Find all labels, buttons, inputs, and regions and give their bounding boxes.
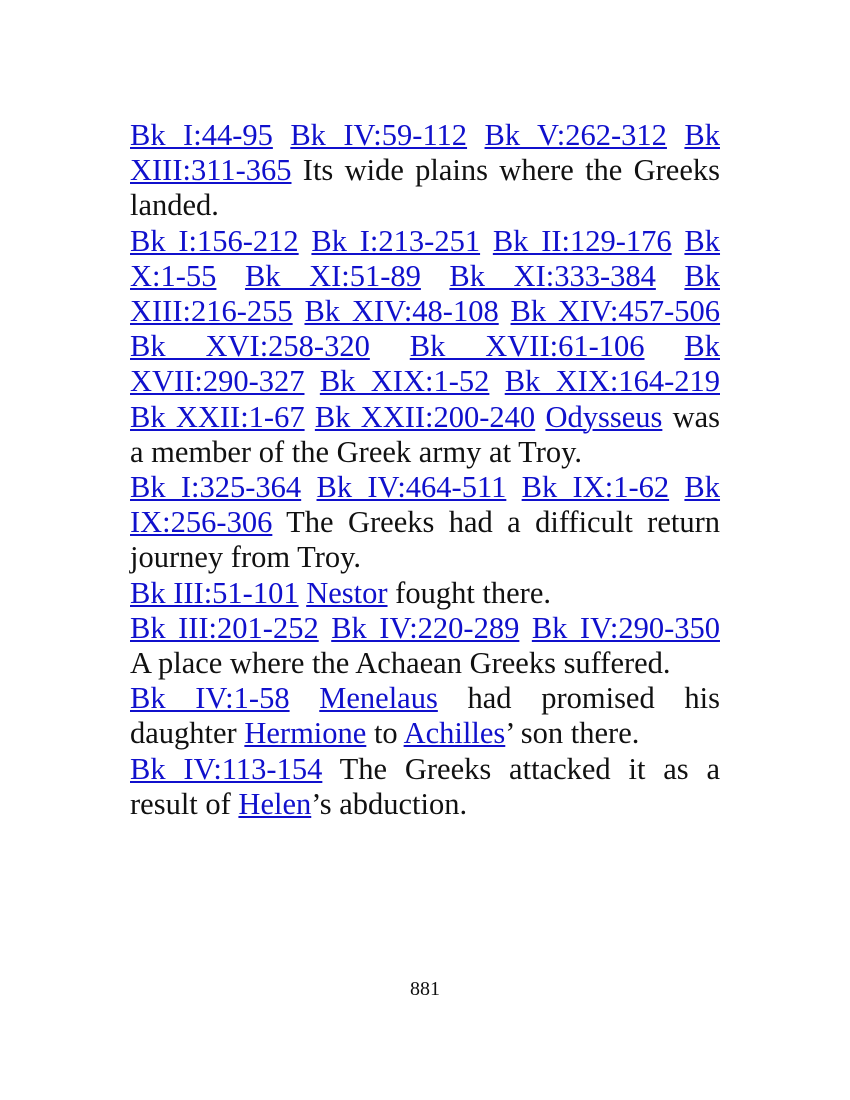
entry-text: ’s abduction.: [311, 786, 468, 821]
book-reference-link[interactable]: Bk IV:290-350: [531, 610, 720, 645]
book-reference-link[interactable]: Bk II:129-176: [492, 223, 672, 258]
entry-text: The Greeks attacked it as a result of: [130, 751, 721, 821]
book-reference-link[interactable]: Bk XI:333-384: [449, 258, 656, 293]
index-entry: [130, 576, 720, 611]
book-reference-link[interactable]: Bk IV:59-112: [290, 118, 468, 152]
name-link[interactable]: Hermione: [244, 716, 367, 751]
book-reference-link[interactable]: Bk I:44-95: [130, 118, 273, 152]
index-entry: [130, 118, 720, 224]
entry-text: A place where the Achaean Greeks suffered.: [130, 646, 671, 681]
index-entry: [130, 611, 720, 681]
book-reference-link[interactable]: Bk XIII:216-255: [130, 258, 720, 329]
name-link[interactable]: Odysseus: [545, 399, 663, 434]
book-reference-link[interactable]: Bk IV:220-289: [331, 610, 520, 645]
page-number: 881: [410, 978, 440, 1000]
book-reference-link[interactable]: Bk XVII:290-327: [130, 329, 720, 399]
name-link[interactable]: Nestor: [306, 575, 388, 610]
entry-text: Its wide plains where the Greeks landed.: [130, 153, 721, 223]
book-reference-link[interactable]: Bk I:213-251: [311, 223, 481, 258]
index-entry: [130, 224, 720, 470]
book-reference-link[interactable]: Bk IX:1-62: [521, 470, 670, 505]
entry-text: was a member of the Greek army at Troy.: [130, 399, 721, 469]
book-reference-link[interactable]: Bk III:51-101: [130, 575, 299, 610]
name-link[interactable]: Achilles: [403, 716, 506, 751]
book-reference-link[interactable]: Bk XIV:457-506: [510, 294, 721, 329]
entry-text: fought there.: [387, 575, 551, 610]
entry-text: The Greeks had a difficult return journey from Troy.: [130, 505, 721, 575]
book-reference-link[interactable]: Bk I:325-364: [130, 470, 302, 505]
name-link[interactable]: Menelaus: [319, 681, 438, 716]
book-reference-link[interactable]: Bk XI:51-89: [244, 258, 421, 293]
book-reference-link[interactable]: Bk IV:113-154: [130, 751, 323, 786]
book-reference-link[interactable]: Bk XXII:200-240: [314, 399, 536, 434]
index-entry: [130, 681, 720, 751]
book-reference-link[interactable]: Bk IV:1-58: [130, 681, 290, 716]
index-entries: [130, 118, 720, 822]
index-entry: [130, 470, 720, 576]
book-reference-link[interactable]: Bk XXII:1-67: [130, 399, 305, 434]
book-reference-link[interactable]: Bk XVII:61-106: [409, 329, 645, 364]
book-reference-link[interactable]: Bk XIII:311-365: [130, 118, 720, 188]
book-reference-link[interactable]: Bk XIV:48-108: [304, 294, 499, 329]
book-reference-link[interactable]: Bk V:262-312: [484, 118, 667, 152]
book-reference-link[interactable]: Bk XIX:164-219: [504, 364, 720, 399]
book-reference-link[interactable]: Bk IX:256-306: [130, 470, 721, 540]
entry-text: had promised his daughter: [130, 681, 720, 751]
book-reference-link[interactable]: Bk XIX:1-52: [319, 364, 490, 399]
book-reference-link[interactable]: Bk XVI:258-320: [130, 329, 370, 364]
book-reference-link[interactable]: Bk I:156-212: [130, 223, 299, 258]
name-link[interactable]: Helen: [238, 786, 312, 821]
entry-text: ’ son there.: [505, 716, 640, 751]
entry-text: to: [366, 716, 404, 751]
book-reference-link[interactable]: Bk X:1-55: [130, 223, 721, 293]
index-entry: [130, 752, 720, 822]
book-reference-link[interactable]: Bk III:201-252: [130, 610, 319, 645]
book-reference-link[interactable]: Bk IV:464-511: [316, 470, 507, 505]
